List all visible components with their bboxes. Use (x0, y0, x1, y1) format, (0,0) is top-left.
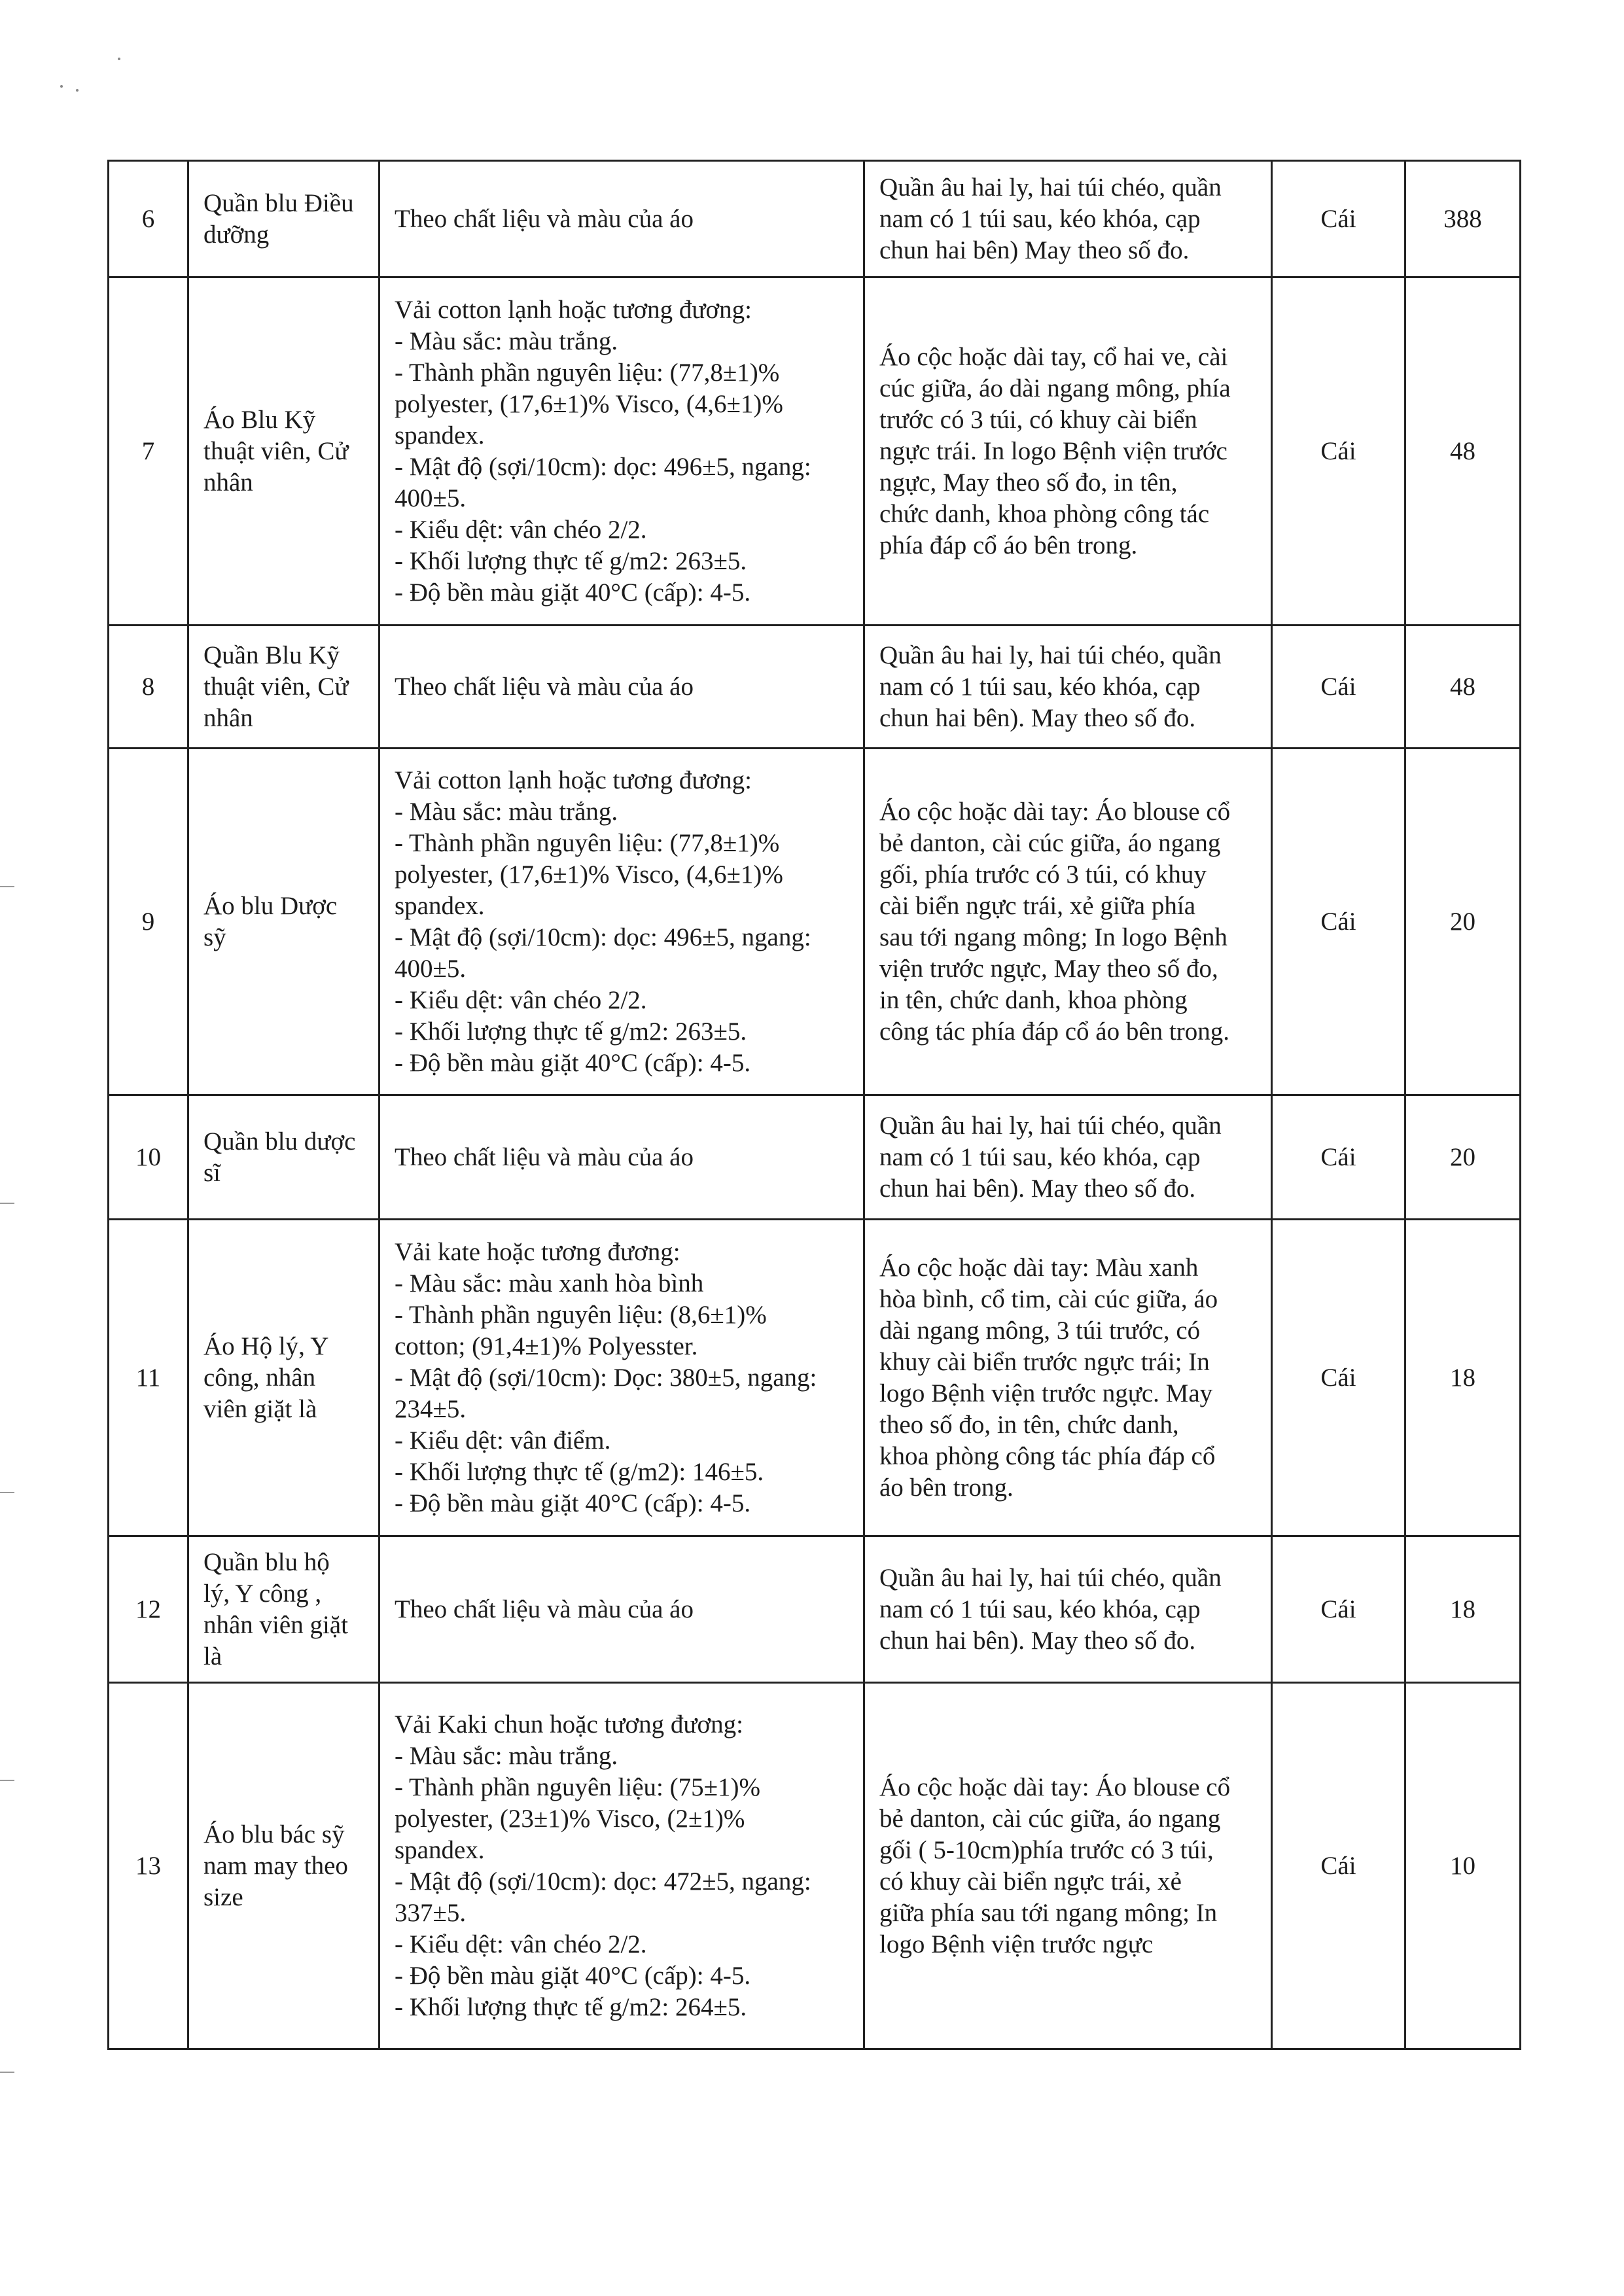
quantity-cell: 20 (1405, 749, 1521, 1095)
scan-margin-mark (0, 1780, 14, 1781)
uniform-spec-table (107, 160, 1521, 2050)
item-name-cell: Quần blu hộ lý, Y công , nhân viên giặt là (188, 1536, 380, 1683)
scan-margin-mark (0, 886, 14, 887)
material-cell: Vải cotton lạnh hoặc tương đương: - Màu sắc: màu trắng. - Thành phần nguyên liệu: (77,8±1)% polyester, (17,6±1)% Visco, (4,6±1)% spandex. - Mật độ (sợi/10cm): dọc: 496±5, ngang: 400±5. - Kiểu dệt: vân chéo 2/2. - Khối lượng thực tế g/m2: 263±5. - Độ bền màu giặt 40°C (cấp): 4-5. (380, 749, 864, 1095)
requirements-cell: Áo cộc hoặc dài tay, cổ hai ve, cài cúc giữa, áo dài ngang mông, phía trước có 3 túi, có khuy cài biển ngực trái. In logo Bệnh viện trước ngực, May theo số đo, in tên, chức danh, khoa phòng công tác phía đáp cổ áo bên trong. (864, 277, 1272, 626)
unit-cell: Cái (1272, 1536, 1405, 1683)
material-cell: Vải Kaki chun hoặc tương đương: - Màu sắc: màu trắng. - Thành phần nguyên liệu: (75±1)% polyester, (23±1)% Visco, (2±1)% spandex. - Mật độ (sợi/10cm): dọc: 472±5, ngang: 337±5. - Kiểu dệt: vân chéo 2/2. - Độ bền màu giặt 40°C (cấp): 4-5. - Khối lượng thực tế g/m2: 264±5. (380, 1683, 864, 2049)
requirements-cell: Quần âu hai ly, hai túi chéo, quần nam có 1 túi sau, kéo khóa, cạp chun hai bên). May theo số đo. (864, 1536, 1272, 1683)
scan-speck (118, 58, 120, 60)
quantity-cell: 48 (1405, 277, 1521, 626)
material-cell: Theo chất liệu và màu của áo (380, 626, 864, 749)
material-cell: Vải kate hoặc tương đương: - Màu sắc: màu xanh hòa bình - Thành phần nguyên liệu: (8,6±1)% cotton; (91,4±1)% Polyesster. - Mật độ (sợi/10cm): Dọc: 380±5, ngang: 234±5. - Kiểu dệt: vân điểm. - Khối lượng thực tế (g/m2): 146±5. - Độ bền màu giặt 40°C (cấp): 4-5. (380, 1220, 864, 1536)
stt-cell: 7 (109, 277, 188, 626)
table-row (109, 1536, 1521, 1683)
table-row (109, 1683, 1521, 2049)
unit-cell: Cái (1272, 1095, 1405, 1220)
item-name-cell: Áo blu bác sỹ nam may theo size (188, 1683, 380, 2049)
stt-cell: 10 (109, 1095, 188, 1220)
requirements-cell: Áo cộc hoặc dài tay: Áo blouse cổ bẻ danton, cài cúc giữa, áo ngang gối ( 5-10cm)phía trước có 3 túi, có khuy cài biển ngực trái, xẻ giữa phía sau tới ngang mông; In logo Bệnh viện trước ngực (864, 1683, 1272, 2049)
item-name-cell: Quần Blu Kỹ thuật viên, Cử nhân (188, 626, 380, 749)
table-row (109, 277, 1521, 626)
table-row (109, 749, 1521, 1095)
quantity-cell: 388 (1405, 161, 1521, 277)
table-row (109, 1220, 1521, 1536)
unit-cell: Cái (1272, 277, 1405, 626)
item-name-cell: Áo Blu Kỹ thuật viên, Cử nhân (188, 277, 380, 626)
requirements-cell: Áo cộc hoặc dài tay: Áo blouse cổ bẻ danton, cài cúc giữa, áo ngang gối, phía trước có 3 túi, có khuy cài biển ngực trái, xẻ giữa phía sau tới ngang mông; In logo Bệnh viện trước ngực, May theo số đo, in tên, chức danh, khoa phòng công tác phía đáp cổ áo bên trong. (864, 749, 1272, 1095)
material-cell: Theo chất liệu và màu của áo (380, 1536, 864, 1683)
table-row (109, 1095, 1521, 1220)
unit-cell: Cái (1272, 749, 1405, 1095)
stt-cell: 13 (109, 1683, 188, 2049)
requirements-cell: Quần âu hai ly, hai túi chéo, quần nam có 1 túi sau, kéo khóa, cạp chun hai bên). May theo số đo. (864, 626, 1272, 749)
requirements-cell: Áo cộc hoặc dài tay: Màu xanh hòa bình, cổ tim, cài cúc giữa, áo dài ngang mông, 3 túi trước, có khuy cài biển trước ngực trái; In logo Bệnh viện trước ngực. May theo số đo, in tên, chức danh, khoa phòng công tác phía đáp cổ áo bên trong. (864, 1220, 1272, 1536)
requirements-cell: Quần âu hai ly, hai túi chéo, quần nam có 1 túi sau, kéo khóa, cạp chun hai bên). May theo số đo. (864, 1095, 1272, 1220)
stt-cell: 11 (109, 1220, 188, 1536)
quantity-cell: 48 (1405, 626, 1521, 749)
stt-cell: 12 (109, 1536, 188, 1683)
material-cell: Theo chất liệu và màu của áo (380, 1095, 864, 1220)
scan-margin-mark (0, 1492, 14, 1493)
quantity-cell: 20 (1405, 1095, 1521, 1220)
scan-speck (60, 85, 63, 88)
quantity-cell: 10 (1405, 1683, 1521, 2049)
unit-cell: Cái (1272, 626, 1405, 749)
item-name-cell: Áo blu Dược sỹ (188, 749, 380, 1095)
stt-cell: 6 (109, 161, 188, 277)
quantity-cell: 18 (1405, 1536, 1521, 1683)
item-name-cell: Quần blu Điều dưỡng (188, 161, 380, 277)
material-cell: Vải cotton lạnh hoặc tương đương: - Màu sắc: màu trắng. - Thành phần nguyên liệu: (77,8±1)% polyester, (17,6±1)% Visco, (4,6±1)% spandex. - Mật độ (sợi/10cm): dọc: 496±5, ngang: 400±5. - Kiểu dệt: vân chéo 2/2. - Khối lượng thực tế g/m2: 263±5. - Độ bền màu giặt 40°C (cấp): 4-5. (380, 277, 864, 626)
table-row (109, 161, 1521, 277)
material-cell: Theo chất liệu và màu của áo (380, 161, 864, 277)
table-body (109, 161, 1521, 2049)
unit-cell: Cái (1272, 1220, 1405, 1536)
scan-margin-mark (0, 2072, 14, 2073)
table-row (109, 626, 1521, 749)
unit-cell: Cái (1272, 1683, 1405, 2049)
quantity-cell: 18 (1405, 1220, 1521, 1536)
scan-margin-mark (0, 1203, 14, 1204)
stt-cell: 8 (109, 626, 188, 749)
requirements-cell: Quần âu hai ly, hai túi chéo, quần nam có 1 túi sau, kéo khóa, cạp chun hai bên) May theo số đo. (864, 161, 1272, 277)
item-name-cell: Quần blu dược sĩ (188, 1095, 380, 1220)
item-name-cell: Áo Hộ lý, Y công, nhân viên giặt là (188, 1220, 380, 1536)
scan-speck (76, 89, 79, 92)
unit-cell: Cái (1272, 161, 1405, 277)
stt-cell: 9 (109, 749, 188, 1095)
